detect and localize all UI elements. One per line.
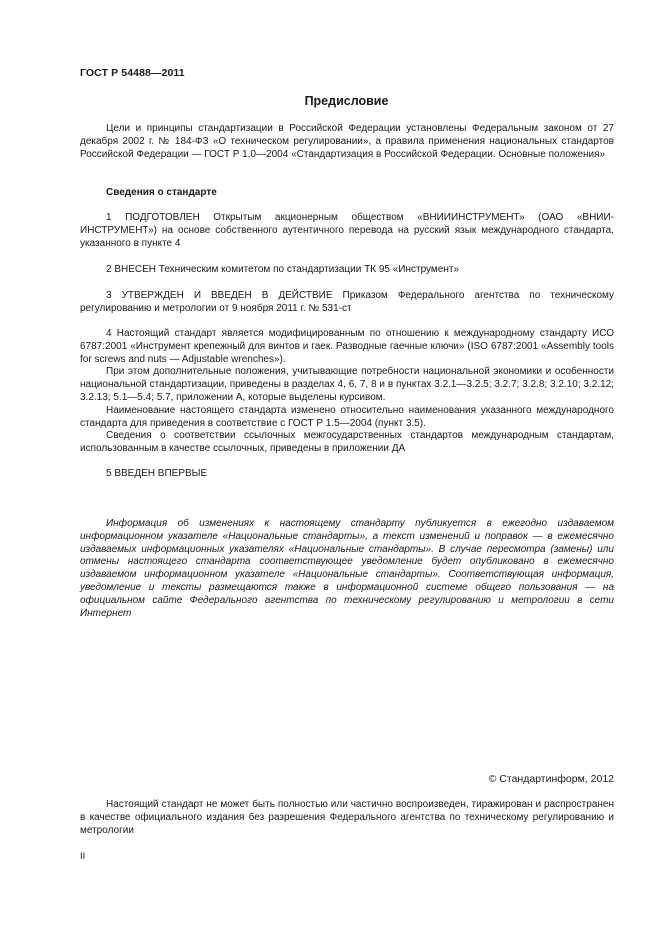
item-3 (80, 290, 614, 316)
item-4-paragraph-4: Сведения о соответствии ссылочных межгосударственных стандартов международным стандартам, использованным в качестве ссылочных, приведены в приложении ДА (80, 430, 614, 455)
item-4-paragraph-1: 4 Настоящий стандарт является модифицированным по отношению к международному стандарту ИСО 6787:2001 «Инструмент крепежный для винтов и гаек. Разводные гаечные ключи» (ISO 6787:2001 «Assembly tools for screws and nuts — Adjustable wrenches»). (80, 328, 614, 365)
reproduction-notice (80, 799, 614, 837)
standard-info-heading: Сведения о стандарте (106, 187, 217, 198)
item-4 (80, 328, 614, 456)
page-number: II (80, 851, 86, 862)
intro-section (80, 123, 614, 161)
intro-paragraph: Цели и принципы стандартизации в Российской Федерации установлены Федеральным законом от 27 декабря 2002 г. № 184-ФЗ «О техническом регулировании», а правила применения национальных стандартов Российской Федерации — ГОСТ Р 1.0—2004 «Стандартизация в Российской Федерации. Основные положения» (80, 123, 614, 160)
item-2 (80, 264, 614, 277)
item-5-text: 5 ВВЕДЕН ВПЕРВЫЕ (106, 468, 208, 479)
page-title: Предисловие (304, 94, 389, 108)
item-1 (80, 212, 614, 250)
copyright-line: © Стандартинформ, 2012 (488, 773, 614, 785)
item-4-paragraph-2: При этом дополнительные положения, учитывающие потребности национальной экономики и особенности национальной стандартизации, приведены в разделах 4, 6, 7, 8 и в пунктах 3.2.1—3.2.5; 3.2.7; 3.2.8; 3.2.10; 3.2.12; 3.2.13; 5.1—5.4; 5.7, приложении А, которые выделены курсивом. (80, 366, 614, 403)
item-3-text: 3 УТВЕРЖДЕН И ВВЕДЕН В ДЕЙСТВИЕ Приказом Федерального агентства по техническому регулированию и метрологии от 9 ноября 2011 г. № 531-ст (80, 290, 614, 314)
changes-notice-text: Информация об изменениях к настоящему стандарту публикуется в ежегодно издаваемом информационном указателе «Национальные стандарты», а текст изменений и поправок — в ежемесячно издаваемых информационных указателях «Национальные стандарты». В случае пересмотра (замены) или отмены настоящего стандарта соответствующее уведомление будет опубликовано в ежемесячно издаваемом информационном указателе «Национальные стандарты». Соответствующая информация, уведомление и тексты размещаются также в информационной системе общего пользования — на официальном сайте Федерального агентства по техническому регулированию и метрологии в сети Интернет (80, 518, 614, 619)
reproduction-notice-text: Настоящий стандарт не может быть полностью или частично воспроизведен, тиражирован и распространен в качестве официального издания без разрешения Федерального агентства по техническому регулированию и метрологии (80, 799, 614, 836)
item-1-text: 1 ПОДГОТОВЛЕН Открытым акционерным обществом «ВНИИИНСТРУМЕНТ» (ОАО «ВНИИ-ИНСТРУМЕНТ») на основе собственного аутентичного перевода на русский язык международного стандарта, указанного в пункте 4 (80, 212, 614, 249)
item-2-text: 2 ВНЕСЕН Техническим комитетом по стандартизации ТК 95 «Инструмент» (106, 264, 460, 275)
item-4-paragraph-3: Наименование настоящего стандарта изменено относительно наименования указанного международного стандарта для приведения в соответствие с ГОСТ Р 1.5—2004 (пункт 3.5). (80, 404, 614, 429)
standard-id-header: ГОСТ Р 54488—2011 (80, 67, 185, 79)
item-5 (80, 468, 614, 481)
changes-notice (80, 518, 614, 620)
